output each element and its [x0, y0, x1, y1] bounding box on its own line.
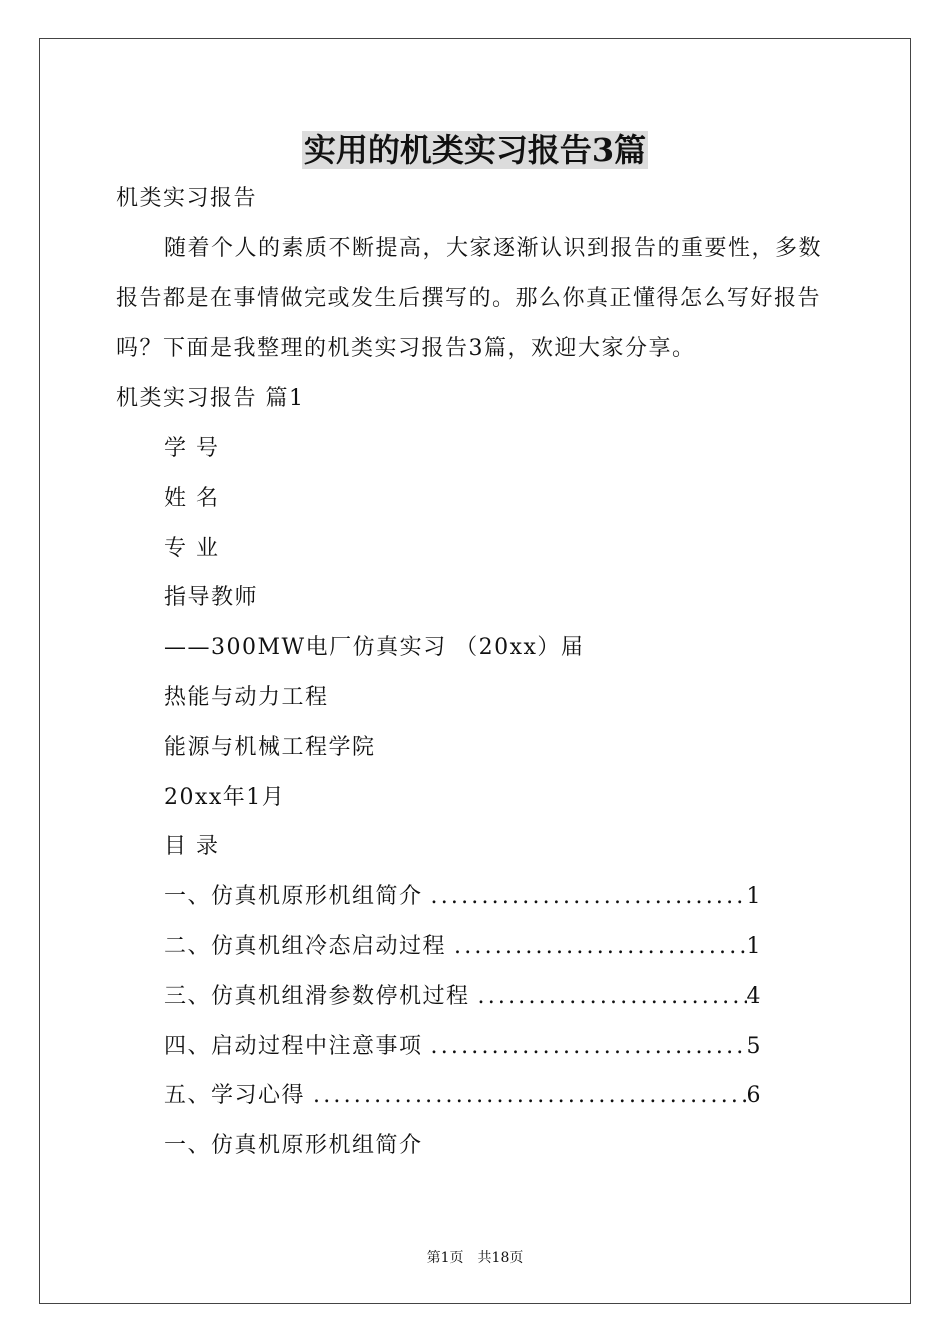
cover-subject: ——300MW电厂仿真实习 （20xx）届 — [164, 635, 585, 660]
cover-school: 能源与机械工程学院 — [164, 735, 376, 760]
toc-entry-label: 三、仿真机组滑参数停机过程 — [164, 984, 470, 1009]
toc-entry-page: 6 — [746, 1083, 762, 1108]
cover-name: 姓 名 — [164, 486, 220, 511]
toc-entry — [164, 1081, 762, 1111]
intro-line-1: 随着个人的素质不断提高，大家逐渐认识到报告的重要性，多数 — [164, 236, 823, 261]
toc-leader-dots — [470, 982, 747, 1012]
toc-entry-page: 5 — [746, 1034, 762, 1059]
body-heading: 一、仿真机原形机组简介 — [164, 1133, 423, 1158]
toc-entry — [164, 982, 762, 1012]
page-footer: 第1页 共18页 — [426, 1250, 524, 1266]
cover-date: 20xx年1月 — [164, 785, 286, 810]
cover-major: 专 业 — [164, 536, 220, 561]
toc-entry — [164, 1032, 762, 1062]
toc-entry-label: 五、学习心得 — [164, 1083, 306, 1108]
cover-advisor: 指导教师 — [164, 585, 259, 610]
document-title — [0, 126, 950, 174]
toc-heading: 目 录 — [164, 834, 220, 859]
toc-entry-label: 一、仿真机原形机组简介 — [164, 884, 423, 909]
page-border — [39, 38, 911, 1304]
toc-leader-dots — [446, 932, 746, 962]
toc-leader-dots — [423, 1032, 747, 1062]
toc-leader-dots — [305, 1081, 746, 1111]
cover-student-id: 学 号 — [164, 436, 220, 461]
toc-entry-label: 四、启动过程中注意事项 — [164, 1034, 423, 1059]
toc-entry-page: 4 — [746, 984, 762, 1009]
toc-entry-page: 1 — [746, 934, 762, 959]
toc-entry — [164, 932, 762, 962]
toc-leader-dots — [423, 882, 747, 912]
toc-entry-label: 二、仿真机组冷态启动过程 — [164, 934, 447, 959]
intro-line-3: 吗？下面是我整理的机类实习报告3篇，欢迎大家分享。 — [116, 336, 696, 361]
intro-line-2: 报告都是在事情做完或发生后撰写的。那么你真正懂得怎么写好报告 — [116, 286, 822, 311]
cover-department: 热能与动力工程 — [164, 685, 329, 710]
toc-entry-page: 1 — [746, 884, 762, 909]
document-title-text: 实用的机类实习报告3篇 — [303, 131, 647, 169]
toc-entry — [164, 882, 762, 912]
section-heading: 机类实习报告 篇1 — [116, 386, 305, 411]
document-heading: 机类实习报告 — [116, 186, 258, 211]
